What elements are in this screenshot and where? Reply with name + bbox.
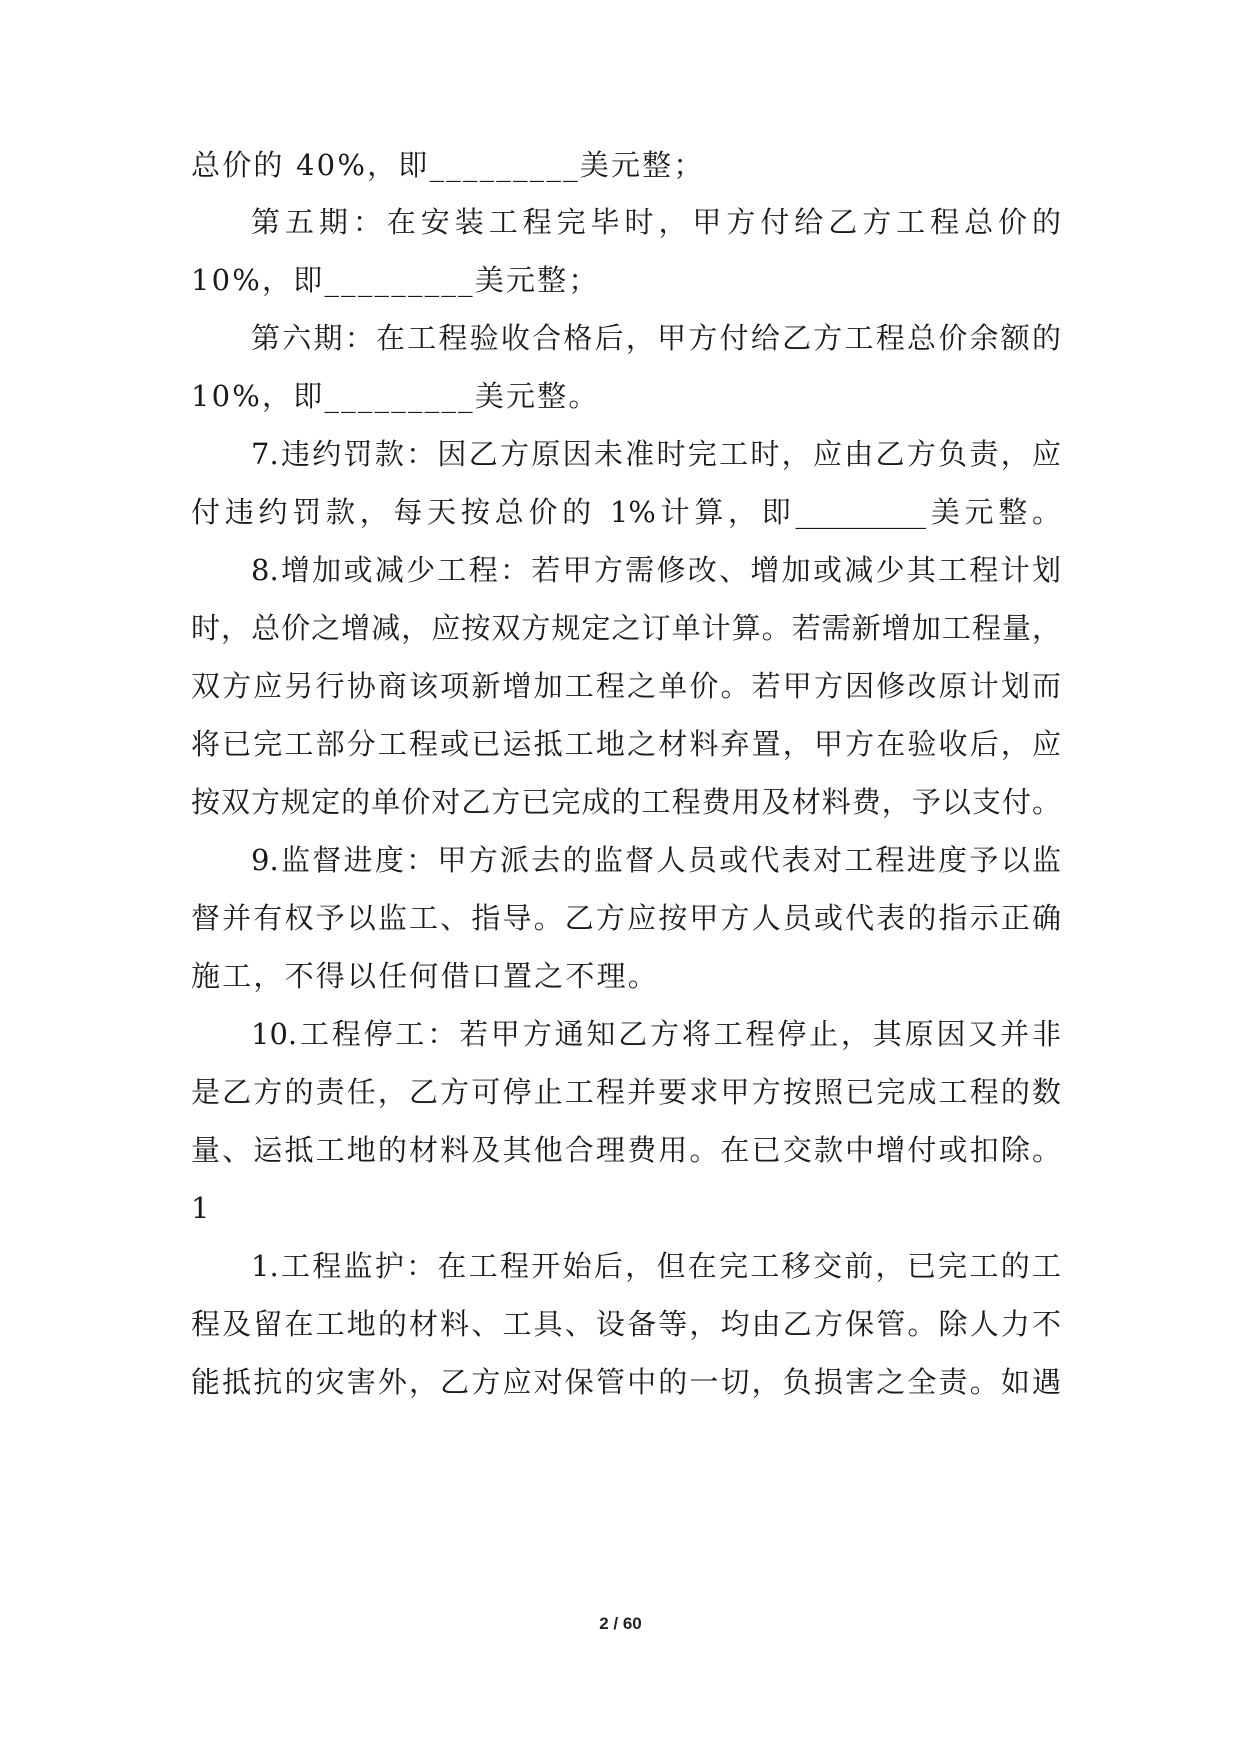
text-line: 付违约罚款，每天按总价的 1%计算，即_________美元整。	[191, 495, 1061, 529]
text-line: 总价的 40%，即_________美元整；	[191, 148, 705, 182]
text-line: 9.监督进度：甲方派去的监督人员或代表对工程进度予以监	[251, 843, 1061, 877]
text-line: 1.工程监护：在工程开始后，但在完工移交前，已完工的工	[251, 1249, 1061, 1283]
text-line: 10.工程停工：若甲方通知乙方将工程停止，其原因又并非	[251, 1017, 1061, 1051]
page-number: 2 / 60	[599, 1614, 642, 1633]
text-line: 8.增加或减少工程：若甲方需修改、增加或减少其工程计划	[251, 553, 1061, 587]
text-line: 量、运抵工地的材料及其他合理费用。在已交款中增付或扣除。	[191, 1133, 1061, 1167]
text-line: 第五期：在安装工程完毕时，甲方付给乙方工程总价的	[251, 205, 1061, 239]
text-line: 程及留在工地的材料、工具、设备等，均由乙方保管。除人力不	[191, 1307, 1061, 1341]
text-line: 1	[191, 1191, 212, 1225]
text-line: 督并有权予以监工、指导。乙方应按甲方人员或代表的指示正确	[191, 901, 1061, 935]
text-line: 10%，即_________美元整；	[191, 263, 600, 297]
text-line: 按双方规定的单价对乙方已完成的工程费用及材料费，予以支付。	[191, 785, 1061, 819]
text-line: 是乙方的责任，乙方可停止工程并要求甲方按照已完成工程的数	[191, 1075, 1061, 1109]
text-line: 第六期：在工程验收合格后，甲方付给乙方工程总价余额的	[251, 321, 1061, 355]
text-line: 施工，不得以任何借口置之不理。	[191, 959, 660, 993]
text-line: 双方应另行协商该项新增加工程之单价。若甲方因修改原计划而	[191, 669, 1061, 703]
text-line: 能抵抗的灾害外，乙方应对保管中的一切，负损害之全责。如遇	[191, 1365, 1061, 1399]
text-line: 7.违约罚款：因乙方原因未准时完工时，应由乙方负责，应	[251, 437, 1061, 471]
text-line: 将已完工部分工程或已运抵工地之材料弃置，甲方在验收后，应	[191, 727, 1061, 761]
text-line: 10%，即_________美元整。	[191, 379, 600, 413]
text-line: 时，总价之增减，应按双方规定之订单计算。若需新增加工程量，	[191, 611, 1061, 645]
